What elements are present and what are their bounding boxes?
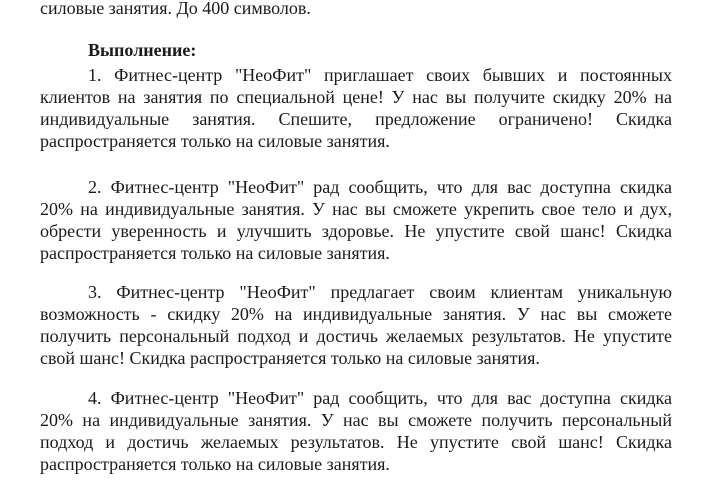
section-heading: Выполнение: [88,40,197,60]
text-line: 3. Фитнес-центр "НеоФит" предлагает своим клиентам уникальную [88,282,672,302]
text-line: распространяется только на силовые занятия. [40,454,390,474]
paragraph-1 [40,64,672,152]
text-line: свой шанс! Скидка распространяется только на силовые занятия. [40,348,540,368]
text-line: 20% на индивидуальные занятия. У нас вы сможете укрепить свое тело и дух, [40,199,672,219]
text-line: распространяется только на силовые занятия. [40,243,390,263]
text-line: 1. Фитнес-центр "НеоФит" приглашает своих бывших и постоянных [88,65,672,85]
paragraph-3 [40,281,672,369]
text-line: получить персональный подход и достичь желаемых результатов. Не упустите [40,326,672,346]
intro-text [40,0,672,19]
text-line: 20% на индивидуальные занятия. У нас вы сможете получить персональный [40,410,672,430]
text-line: возможность - скидку 20% на индивидуальные занятия. У нас вы сможете [40,304,672,324]
text-line: клиентов на занятия по специальной цене! У нас вы получите скидку 20% на [40,87,672,107]
text-line: подход и достичь желаемых результатов. Не упустите свой шанс! Скидка [40,432,672,452]
text-line: индивидуальные занятия. Спешите, предложение ограничено! Скидка [40,109,672,129]
paragraph-2 [40,176,672,264]
text-line: силовые занятия. До 400 символов. [40,0,311,18]
text-line: 4. Фитнес-центр "НеоФит" рад сообщить, что для вас доступна скидка [88,388,672,408]
paragraph-4 [40,387,672,475]
text-line: 2. Фитнес-центр "НеоФит" рад сообщить, что для вас доступна скидка [88,177,672,197]
text-line: обрести уверенность и улучшить здоровье. Не упустите свой шанс! Скидка [40,221,672,241]
section-heading-block [40,39,672,61]
text-line: распространяется только на силовые занятия. [40,131,390,151]
